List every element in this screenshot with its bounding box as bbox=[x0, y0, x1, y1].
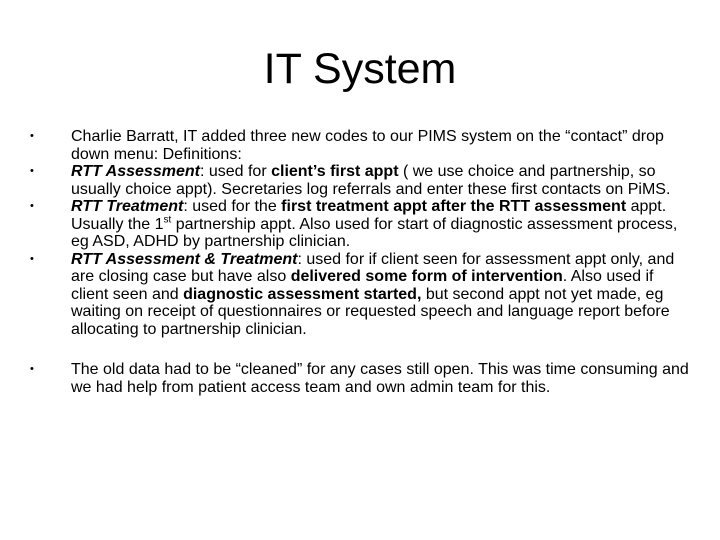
bullet-text: partnership appt. Also used for start of diagnostic assessment process, eg ASD, ADHD by partnership clinician. bbox=[71, 215, 678, 250]
slide-title: IT System bbox=[263, 45, 457, 93]
bullet-text: : used for bbox=[199, 163, 272, 180]
term-label: RTT Assessment bbox=[71, 163, 200, 180]
term-label: RTT Assessment & Treatment bbox=[71, 250, 298, 268]
bullet-icon: • bbox=[30, 363, 34, 375]
bullet-item-rtt-assessment-treatment bbox=[0, 251, 720, 339]
bullet-icon: • bbox=[30, 252, 34, 265]
bullet-icon: • bbox=[30, 130, 34, 142]
bullet-icon: • bbox=[30, 200, 34, 212]
bold-text: delivered some form of intervention bbox=[290, 268, 563, 285]
bold-text: client’s first appt bbox=[271, 163, 399, 180]
bullet-item-data-cleaning bbox=[0, 361, 720, 396]
term-label: RTT Treatment bbox=[71, 198, 184, 215]
bullet-list bbox=[0, 128, 720, 396]
bullet-text: . Also used if client seen and bbox=[71, 268, 654, 303]
bullet-icon: • bbox=[30, 165, 34, 177]
bullet-text: : used for the bbox=[183, 198, 282, 215]
bullet-text: The old data had to be “cleaned” for any cases still open. This was time consuming and we had help from patient access team and own admin team for this. bbox=[71, 361, 689, 396]
bullet-text: but second appt not yet made, eg waiting on receipt of questionnaires or requested speech and language report before allocating to partnership clinician. bbox=[71, 285, 670, 338]
bullet-text: ( we use choice and partnership, so usually choice appt). Secretaries log referrals and enter these first contacts on PiMS. bbox=[71, 163, 671, 198]
bullet-text: Charlie Barratt, IT added three new codes to our PIMS system on the “contact” drop down menu: Definitions: bbox=[71, 128, 664, 163]
bold-text: diagnostic assessment started, bbox=[183, 285, 422, 303]
bold-text: first treatment appt after the RTT assessment bbox=[281, 198, 627, 215]
bullet-item-rtt-treatment bbox=[0, 198, 720, 251]
bullet-item-rtt-assessment bbox=[0, 163, 720, 198]
bullet-item-pims-codes bbox=[0, 128, 720, 163]
bullet-text: : used for if client seen for assessment appt only, and are closing case but have also bbox=[71, 250, 675, 285]
bullet-text: appt. Usually the 1 bbox=[71, 198, 667, 233]
superscript-text: st bbox=[163, 214, 172, 226]
